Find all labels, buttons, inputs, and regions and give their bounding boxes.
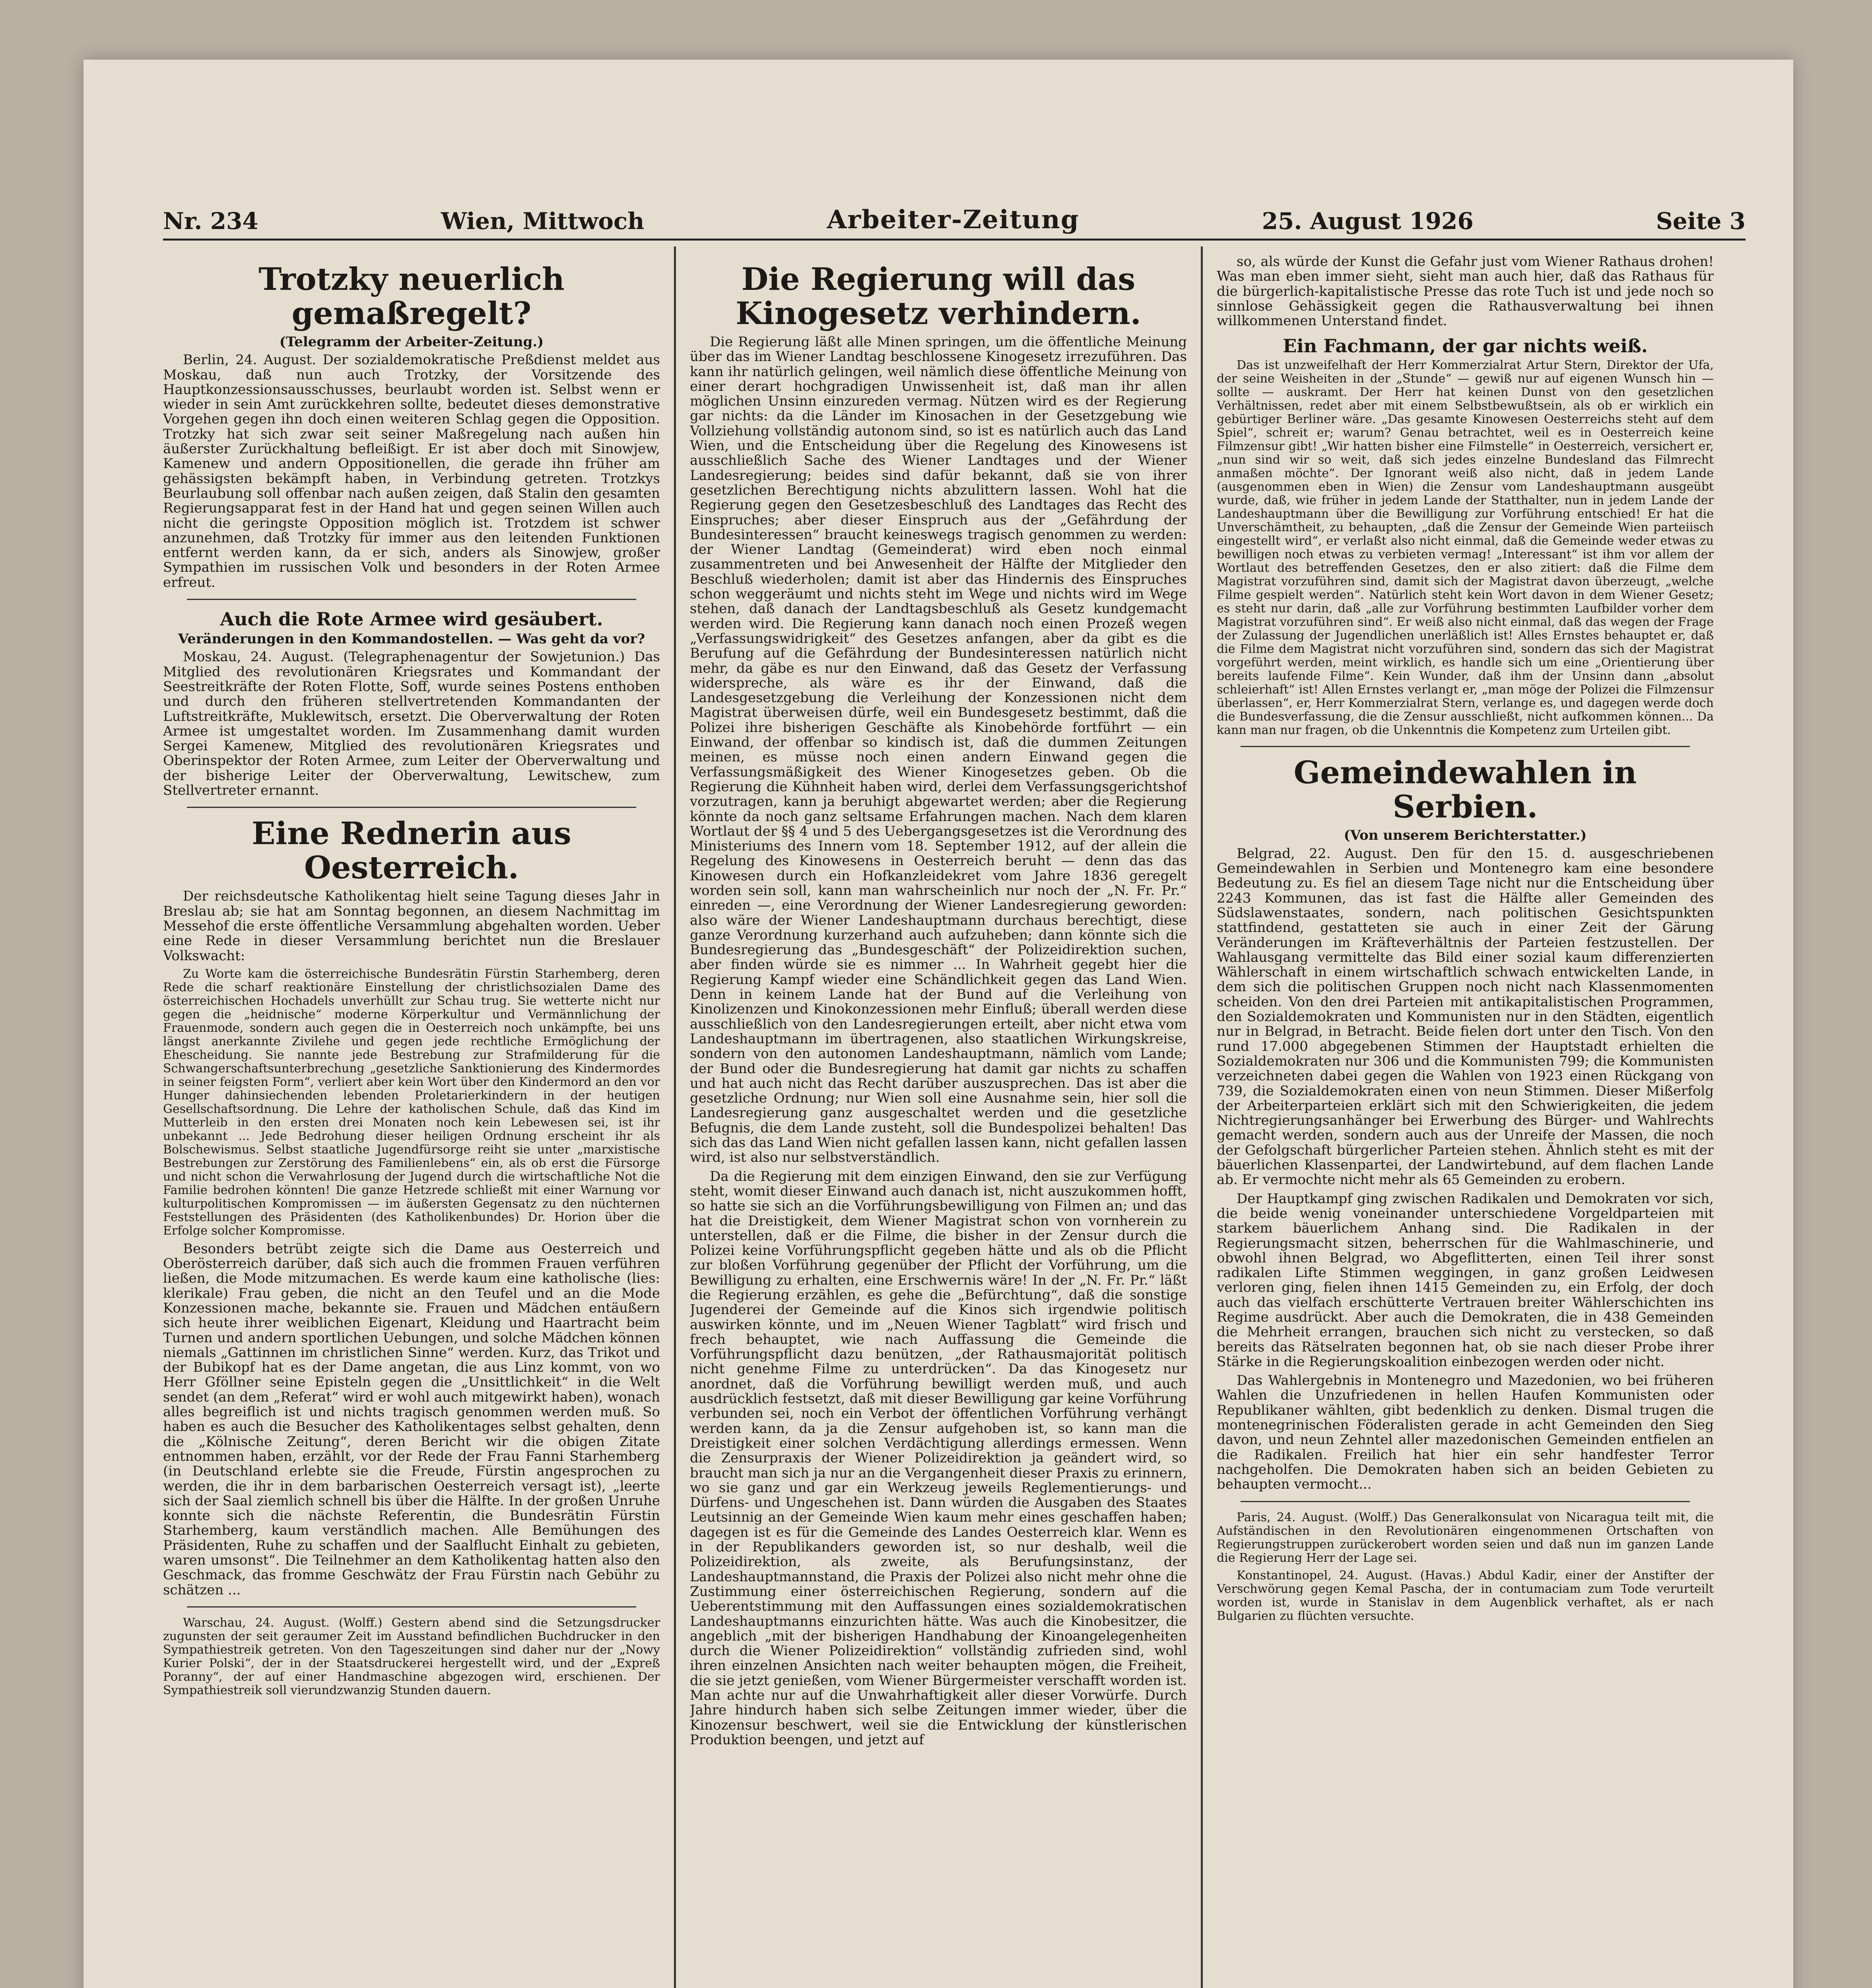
article-paragraph: so, als würde der Kunst die Gefahr just vom Wiener Rathaus drohen! Was man eben immer sieht, sieht man auch hier, daß das Rathaus für die bürgerlich-kapitalistische Presse das rote Tuch ist und jede noch so sinnlose Gehässigkeit gegen die Rathausverwaltung bei ihnen willkommenen Unterstand findet. xyxy=(1217,254,1714,329)
issue-number: Nr. 234 xyxy=(163,208,258,235)
article-paragraph: Der Hauptkampf ging zwischen Radikalen und Demokraten vor sich, die beide wenig voneinander unterschiedene Vorgeldparteien mit starkem bäuerlichem Anhang sind. Die Radikalen in der Regierungsmacht sitzen, beherrschen für die Wahlmaschinerie, und obwohl ihnen Belgrad, wo Abgeflitterten, einen Teil ihrer sonst radikalen Lifte Stimmen weggingen, in ganz großen Leidwesen verloren ging, fielen ihnen 1415 Gemeinden zu, ein Erfolg, der doch auch das vielfach erschütterte Vertrauen breiter Wählerschichten ins Regime ausdrückt. Aber auch die Demokraten, die in 438 Gemeinden die Mehrheit errangen, brauchen sich nicht zu verstecken, so daß bereits das Rätselraten begonnen hat, ob sie nach dieser Probe ihrer Stärke in die Regierungskoalition einbezogen werden oder nicht. xyxy=(1217,1190,1714,1370)
divider xyxy=(1241,746,1690,747)
divider xyxy=(187,599,636,600)
news-brief: Paris, 24. August. (Wolff.) Das Generalkonsulat von Nicaragua teilt mit, die Aufständischen in den Revolutionären eingenommenen Ortschaften von Regierungstruppen zurückerobert worden seien und daß nun im ganzen Lande die Regierung Herr der Lage sei. xyxy=(1217,1510,1714,1565)
article-subtitle: (Telegramm der Arbeiter-Zeitung.) xyxy=(279,334,544,350)
column-divider xyxy=(1201,247,1203,1988)
divider xyxy=(187,1606,636,1607)
column-3 xyxy=(1217,254,1714,1988)
article-paragraph: Das Wahlergebnis in Montenegro und Mazedonien, wo bei früheren Wahlen die Unzufriedenen in hellen Haufen Kommunisten oder Republikaner wählten, gibt bedenklich zu denken. Dismal trugen die montenegrinischen Föderalisten gerade in acht Gemeinden den Sieg davon, und neun Zehntel aller mazedonischen Gemeinden entfielen an die Radikalen. Freilich hat hier ein sehr handfester Terror nachgeholfen. Die Demokraten haben sich an beiden Gebieten zu behaupten vermocht... xyxy=(1217,1373,1714,1493)
place-day: Wien, Mittwoch xyxy=(441,208,645,235)
column-2 xyxy=(690,254,1187,1988)
news-brief: Konstantinopel, 24. August. (Havas.) Abdul Kadir, einer der Anstifter der Verschwörung gegen Kemal Pascha, der in contumaciam zum Tode verurteilt worden ist, wurde in Stanislav in dem Augenblick verhaftet, als er nach Bulgarien zu flüchten versuchte. xyxy=(1217,1568,1714,1623)
article-paragraph: Moskau, 24. August. (Telegraphenagentur der Sowjetunion.) Das Mitglied des revolutionären Kriegsrates und Kommandant der Seestreitkräfte der Roten Flotte, Soff, wurde seines Postens enthoben und durch den früheren stellvertretenden Kommandanten der Luftstreitkräfte, Muklewitsch, ersetzt. Die Oberverwaltung der Roten Armee ist umgestaltet worden. Im Zusammenhang damit wurden Sergei Kamenew, Mitglied des revolutionären Kriegsrates und Oberinspektor der Roten Armee, zum Leiter der Oberverwaltung und der bisherige Leiter der Oberverwaltung, Lewitschew, zum Stellvertreter ernannt. xyxy=(163,649,660,799)
newspaper-name: Arbeiter-Zeitung xyxy=(827,205,1080,235)
article-title: Auch die Rote Armee wird gesäubert. xyxy=(220,608,603,630)
issue-date: 25. August 1926 xyxy=(1262,208,1474,235)
article-title: Ein Fachmann, der gar nichts weiß. xyxy=(1283,335,1648,357)
article-subtitle: (Von unserem Berichterstatter.) xyxy=(1344,827,1587,844)
page-header xyxy=(163,195,1746,241)
newspaper-page xyxy=(84,60,1793,1988)
article-paragraph: Belgrad, 22. August. Den für den 15. d. ausgeschriebenen Gemeindewahlen in Serbien und Montenegro kam eine besondere Bedeutung zu. Es fiel an diesem Tage nicht nur die Entscheidung über 2243 Kommunen, das ist fast die Hälfte aller Gemeinden des Südslawenstaates, sondern, nach politischen Gesichtspunkten stattfindend, gestatteten sie auch in einer Zeit der Gärung Veränderungen im Kräfteverhältnis der Parteien festzustellen. Der Wahlausgang vermittelte das Bild einer sozial kaum differenzierten Wählerschaft in einem wirtschaftlich schwach entwickelten Lande, in dem sich die politischen Gruppen noch nicht nach Klassenmomenten scheiden. Von den drei Parteien mit antikapitalistischen Programmen, den Sozialdemokraten und Kommunisten nur in den Städten, eigentlich nur in Belgrad, in Betracht. Beide fielen dort unter den Tisch. Von den rund 17.000 abgegebenen Stimmen der Hauptstadt erhielten die Sozialdemokraten nur 306 und die Kommunisten 799; die Kommunisten verzeichneten dabei gegen die Wahlen von 1923 einen Rückgang von 739, die Sozialdemokraten einen von neun Stimmen. Dieser Mißerfolg der Arbeiterparteien erklärt sich mit den Schwierigkeiten, die jedem Nichtregierungsanhänger bei Erwerbung des Bürger- und Wahlrechts gemacht werden, sondern auch aus der Unreife der Massen, die noch der Gefolgschaft bürgerlicher Parteien stehen. Ähnlich steht es mit der bäuerlichen Klassenpartei, der Landwirtebund, auf dem flachen Lande ab. Er vermochte nicht mehr als 65 Gemeinden zu erobern. xyxy=(1217,845,1714,1188)
quoted-paragraph: Zu Worte kam die österreichische Bundesrätin Fürstin Starhemberg, deren Rede die scharf reaktionäre Einstellung der christlichsozialen Dame des österreichischen Hochadels unverhüllt zur Schau trug. Sie wetterte nicht nur gegen die „heidnische“ moderne Körperkultur und Vermännlichung der Frauenmode, sondern auch gegen die in Oesterreich noch unkämpfte, bei uns längst anerkannte Zivilehe und gegen jede rechtliche Ermöglichung der Ehescheidung. Sie nannte jede Bestrebung zur Strafmilderung für die Schwangerschaftsunterbrechung „gesetzliche Sanktionierung des Kindermordes in seiner feigsten Form“, verliert aber kein Wort über den Kindermord an den vor Hunger dahinsiechenden lebenden Proletarierkindern in der heutigen Gesellschaftsordnung. Die Lehre der katholischen Schule, daß das Kind im Mutterleib in den ersten drei Monaten noch kein Lebewesen sei, ist ihr unbekannt ... Jede Bedrohung dieser heiligen Ordnung erscheint ihr als Bolschewismus. Selbst staatliche Jugendfürsorge reiht sie unter „marxistische Bestrebungen zur Zerstörung des Familienlebens“ ein, als ob erst die Fürsorge und nicht schon die Verwahrlosung der Jugend durch die wirtschaftliche Not die Familie bedrohen könnten! Die ganze Hetzrede schließt mit einer Warnung vor kulturpolitischen Kompromissen — im äußersten Gegensatz zu den nüchternen Feststellungen des Präsidenten (des Katholikenbundes) Dr. Horion über die Erfolge solcher Kompromisse. xyxy=(163,967,660,1238)
article-title: Eine Rednerin aus Oesterreich. xyxy=(252,815,571,886)
article-title: Trotzky neuerlich gemaßregelt? xyxy=(258,261,565,332)
article-paragraph: Das ist unzweifelhaft der Herr Kommerzialrat Artur Stern, Direktor der Ufa, der seine Weisheiten in der „Stunde“ — gewiß nur auf eigenen Wunsch hin — sollte — auskramt. Der Herr hat keinen Dunst von den gesetzlichen Verhältnissen, redet aber mit einem Selbstbewußtsein, als ob er wirklich ein gebürtiger Berliner wäre. „Das gesamte Kinowesen Oesterreichs steht auf dem Spiel“, schreit er; warum? Genau betrachtet, weil es in Oesterreich keine Filmzensur gibt! „Wir hatten bisher eine Filmstelle“ in Oesterreich, versichert er, „nun sind wir so weit, daß sich jedes einzelne Bundesland das Filmrecht anmaßen möchte“. Der Ignorant weiß also nicht, daß in jedem Lande (ausgenommen eben in Wien) die Zensur vom Landeshauptmann ausgeübt wurde, daß, wie früher in jedem Lande der Statthalter, nun in jedem Lande der Landeshauptmann über die Bewilligung zur Vorführung entschied! Er hat die Unverschämtheit, zu behaupten, „daß die Zensur der Gemeinde Wien parteiisch eingestellt wird“, er verlaßt also nicht einmal, daß die Gemeinde weder etwas zu bewilligen noch etwas zu verbieten vermag! „Interessant“ ist ihm vor allem der Wortlaut des betreffenden Gesetzes, den er also zitiert: daß die Filme dem Magistrat vorzuführen sind, damit sich der Magistrat davon überzeugt, „welche Filme gespielt werden“. Natürlich steht kein Wort davon in dem Wiener Gesetz; es steht nur darin, daß „alle zur Vorführung bestimmten Laufbilder vorher dem Magistrat vorzuführen sind“. Er weiß also nicht einmal, daß das wegen der Frage der Zulassung der Jugendlichen unerläßlich ist! Alles Ernstes behauptet er, daß die Filme dem Magistrat nicht vorzuführen sind, sondern das sich der Magistrat vorgeführt werden, meint wirklich, es handle sich um eine „Orientierung über bereits laufende Filme“. Kein Wunder, daß ihm der Unsinn dann „absolut schleierhaft“ ist! Allen Ernstes verlangt er, „man möge der Polizei die Filmzensur überlassen“, er, Herr Kommerzialrat Stern, verlange es, und dagegen werde doch die Bundesverfassung, die die Zensur ausschließt, nicht aufkommen können... Da kann man nur fragen, ob die Unkenntnis die Kompetenz zum Urteilen gibt. xyxy=(1217,358,1714,738)
article-paragraph: Der reichsdeutsche Katholikentag hielt seine Tagung dieses Jahr in Breslau ab; sie hat am Sonntag begonnen, an diesem Nachmittag im Messehof die erste öffentliche Versammlung abgehalten worden. Ueber eine Rede in dieser Versammlung berichtet nun die Breslauer Volkswacht: xyxy=(163,888,660,964)
article-paragraph: Berlin, 24. August. Der sozialdemokratische Preßdienst meldet aus Moskau, daß nun auch Trotzky, der Vorsitzende des Hauptkonzessionsausschusses, beurlaubt worden ist. Selbst wenn er wieder in sein Amt zurückkehren sollte, bedeutet dieses demonstrative Vorgehen gegen ihn doch einen weiteren Schlag gegen die Opposition. Trotzky hat sich zwar seit seiner Maßregelung nach außen hin äußerster Zurückhaltung befleißigt. Er ist aber doch mit Sinowjew, Kamenew und andern Oppositionellen, die gerade ihn früher am gehässigsten bekämpft haben, in Verbindung getreten. Trotzkys Beurlaubung soll offenbar nach außen zeigen, daß Stalin den gesamten Regierungsapparat fest in der Hand hat und gegen seinen Willen auch nicht die geringste Opposition möglich ist. Trotzdem ist schwer anzunehmen, daß Trotzky für immer aus den leitenden Funktionen entfernt werden kann, da er sich, anders als Sinowjew, großer Sympathien im russischen Volk und besonders in der Roten Armee erfreut. xyxy=(163,352,660,590)
article-title: Gemeindewahlen in Serbien. xyxy=(1293,755,1637,825)
article-paragraph: Besonders betrübt zeigte sich die Dame aus Oesterreich und Oberösterreich darüber, daß sich auch die frommen Frauen verführen ließen, die Mode mitzumachen. Es werde kaum eine katholische (lies: klerikale) Frau geben, die nicht an den Teufel und an die Mode Konzessionen mache, bekannte sie. Frauen und Mädchen entäußern sich heute ihrer weiblichen Eigenart, Kleidung und Haartracht beim Turnen und andern sportlichen Uebungen, und solche Mädchen können niemals „Gattinnen im christlichen Sinne“ werden. Kurz, das Trikot und der Bubikopf hat es der Dame angetan, die aus Linz kommt, von wo Herr Gföllner seine Episteln gegen die „Unsittlichkeit“ in die Welt sendet (an dem „Referat“ wird er wohl auch mitgewirkt haben), wonach alles begreiflich ist und nichts tragisch genommen werden muß. So haben es auch die Besucher des Katholikentages selbst gehalten, denn die „Kölnische Zeitung“, deren Bericht wir die obigen Zitate entnommen haben, erzählt, vor der Rede der Frau Fanni Starhemberg (in Deutschland erlebte sie die Freude, Fürstin angesprochen zu werden, die ihr in dem barbarischen Oesterreich versagt ist), „leerte sich der Saal ziemlich schnell bis über die Hälfte. In der großen Unruhe konnte sich die nächste Referentin, die Bundesrätin Fürstin Starhemberg, kaum verständlich machen. Alle Bemühungen des Präsidenten, Ruhe zu schaffen und der Saalflucht Einhalt zu gebieten, waren umsonst“. Die Teilnehmer an dem Katholikentag hatten also den Geschmack, das fromme Geschwätz der Frau Fürstin nach Gebühr zu schätzen ... xyxy=(163,1241,660,1598)
divider xyxy=(1241,1501,1690,1502)
article-paragraph: Die Regierung läßt alle Minen springen, um die öffentliche Meinung über das im Wiener Landtag beschlossene Kinogesetz irrezuführen. Das kann ihr natürlich gelingen, weil nämlich diese öffentliche Meinung von einer derart hochgradigen Unwissenheit ist, daß man ihr allen möglichen Unsinn einzureden vermag. Nützen wird es der Regierung gar nichts: da die Länder im Kinosachen in der Gesetzgebung wie Vollziehung vollständig autonom sind, so ist es natürlich auch das Land Wien, und die Entscheidung über die Regelung des Kinowesens ist ausschließlich Sache des Wiener Landtages und der Wiener Landesregierung; beides sind dafür bekannt, daß sie von ihrer gesetzlichen Berechtigung nichts abzulittern lassen. Wohl hat die Regierung gegen den Gesetzesbeschluß des Landtages das Recht des Einspruches; aber dieser Einspruch aus der „Gefährdung der Bundesinteressen“ braucht keineswegs tragisch genommen zu werden: der Wiener Landtag (Gemeinderat) wird eben noch einmal zusammentreten und bei Anwesenheit der Hälfte der Mitglieder den Beschluß wiederholen; damit ist aber das Hindernis des Einspruches schon weggeräumt und nichts steht im Wege und nichts wird im Wege stehen, daß danach der Landtagsbeschluß als Gesetz kundgemacht werden wird. Die Regierung kann danach noch einen Prozeß wegen „Verfassungswidrigkeit“ des Gesetzes anfangen, aber da gibt es die Berufung auf die Gefährdung der Bundesinteressen natürlich nicht mehr, da gäbe es nur den Einwand, daß das Gesetz der Verfassung widerspreche, als wäre es ihr der Einwand, daß die Landesgesetzgebung die Verleihung der Konzessionen nicht dem Magistrat überweisen dürfe, weil ein Bundesgesetz bestimmt, daß die Polizei ihre bisherigen Geschäfte als Kinobehörde fortführt — ein Einwand, der offenbar so kindisch ist, daß die dummen Zeitungen meinen, es müsse noch einen andern Einwand gegen die Verfassungsmäßigkeit des Wiener Kinogesetzes geben. Ob die Regierung die Kühnheit haben wird, derlei dem Verfassungsgerichtshof vorzutragen, kann ja beruhigt abgewartet werden; aber die Regierung könnte da noch ganz seltsame Erfahrungen machen. Nach dem klaren Wortlaut der §§ 4 und 5 des Uebergangsgesetzes ist die Verordnung des Ministeriums des Innern vom 18. September 1912, auf der allein die Regelung des Kinowesens in Oesterreich beruht — denn das das Kinowesen durch ein Hofkanzleidekret vom Jahre 1836 geregelt worden sein soll, kann man wahrscheinlich nur noch der „N. Fr. Pr.“ einreden —, eine Verordnung der Wiener Landesregierung geworden: also wäre der Wiener Landeshauptmann durchaus berechtigt, diese ganze Verordnung kurzerhand auch aufzuheben; dann könnte sich die Bundesregierung das „Bundesgeschäft“ der Polizeidirektion suchen, aber finden würde sie es nimmer ... In Wahrheit gegebt hier die Regierung Kampf wieder eine Schändlichkeit gegen das Land Wien. Denn in keinem Lande hat der Bund auf die Verleihung von Kinolizenzen und Kinokonzessionen mehr Einfluß; überall werden diese ausschließlich von den Landesregierungen erteilt, aber nicht etwa vom Landeshauptmann im übertragenen, also staatlichen Wirkungskreise, sondern von den autonomen Landeshauptmann, nämlich vom Lande; der Bund oder die Bundesregierung hat damit gar nichts zu schaffen und hat auch nicht das Recht darüber auszusprechen. Das ist aber die gesetzliche Ordnung; nur Wien soll eine Ausnahme sein, hier soll die Landesregierung ganz ausgeschaltet werden und die gesetzliche Befugnis, die dem Lande zusteht, soll die Bundespolizei behalten! Das sich das das Land Wien nicht gefallen lassen kann, nicht gefallen lassen wird, ist also nur selbstverständlich. xyxy=(690,334,1187,1166)
column-1 xyxy=(163,254,660,1988)
article-subtitle: Veränderungen in den Kommandostellen. — Was geht da vor? xyxy=(178,631,645,647)
divider xyxy=(187,807,636,808)
article-paragraph: Da die Regierung mit dem einzigen Einwand, den sie zur Verfügung steht, womit dieser Einwand auch danach ist, nicht auszukommen hofft, so hatte sie sich an die Vorführungsbewilligung von Filmen an; und das hat die Dreistigkeit, dem Wiener Magistrat schon von vornherein zu unterstellen, daß er die Filme, die bisher in der Zensur durch die Polizei keine Vorführungspflicht gegeben hätte und als ob die Pflicht zur bloßen Vorführung gegenüber der Pflicht der Vorführung, um die Bewilligung zu erhalten, eine Erschwernis wäre! In der „N. Fr. Pr.“ läßt die Regierung erzählen, es gehe die „Befürchtung“, daß die sonstige Jugenderei der Gemeinde auf die Kinos sich irgendwie politisch auswirken könnte, und im „Neuen Wiener Tagblatt“ wird frisch und frech behauptet, wie nach Auffassung die Gemeinde die Vorführungspflicht dazu benützen, „der Rathausmajorität politisch nicht genehme Filme zu unterdrücken“. Da das Kinogesetz nur anordnet, daß die Vorführung bewilligt werden muß, und auch ausdrücklich festsetzt, daß mit dieser Bewilligung gar keine Vorführung verbunden sei, noch ein Verbot der öffentlichen Vorführung verhängt werden kann, da ja die Zensur aufgehoben ist, so kann man die Dreistigkeit einer solchen Verdächtigung allerdings ermessen. Wenn die Zensurpraxis der Wiener Polizeidirektion ja geändert wird, so braucht man sich ja nur an die Vergangenheit dieser Praxis zu erinnern, wo sie ganz und gar ein Werkzeug jeweils Reglementierungs- und Dürfens- und Ungeschehen ist. Dann würden die Ausgaben des Staates Leutsinnig an der Gemeinde Wien kaum mehr eines geschaffen haben; dagegen ist es für die Gemeinde des Landes Oesterreich klar. Wenn es in der Republikanders geworden ist, so nur deshalb, weil die Polizeidirektion, als zweite, als Berufungsinstanz, der Landeshauptmannstand, die Praxis der Polizei also nicht mehr ohne die Zustimmung einer österreichischen Regierung, sondern auf die Ueberentstimmung mit den Auffassungen eines sozialdemokratischen Landeshauptmanns einzurichten hätte. Was auch die Kinobesitzer, die angeblich „mit der bisherigen Handhabung der Kinoangelegenheiten durch die Wiener Polizeidirektion“ vollständig zufrieden sind, wohl ihren einzelnen Ansichten nach weiter behaupten mögen, die Freiheit, die sie jetzt genießen, vom Wiener Bürgermeister verschafft worden ist. Man achte nur auf die Unwahrhaftigkeit aller dieser Vorwürfe. Durch Jahre hindurch haben sich selbe Zeitungen immer wieder, über die Kinozensur beschwert, weil sie die Entwicklung der künstlerischen Produktion beengen, und jetzt auf xyxy=(690,1168,1187,1748)
column-divider xyxy=(674,247,676,1988)
page-number: Seite 3 xyxy=(1656,208,1746,235)
article-title: Die Regierung will das Kinogesetz verhindern. xyxy=(736,261,1141,332)
news-brief: Warschau, 24. August. (Wolff.) Gestern abend sind die Setzungsdrucker zugunsten der seit geraumer Zeit im Ausstand befindlichen Buchdrucker in den Sympathiestreik getreten. Von den Tageszeitungen sind daher nur der „Nowy Kurier Polski“, der in der Staatsdruckerei hergestellt wird, und der „Expreß Poranny“, der auf einer Handmaschine abgezogen wird, erschienen. Der Sympathiestreik soll vierundzwanzig Stunden dauern. xyxy=(163,1615,660,1697)
